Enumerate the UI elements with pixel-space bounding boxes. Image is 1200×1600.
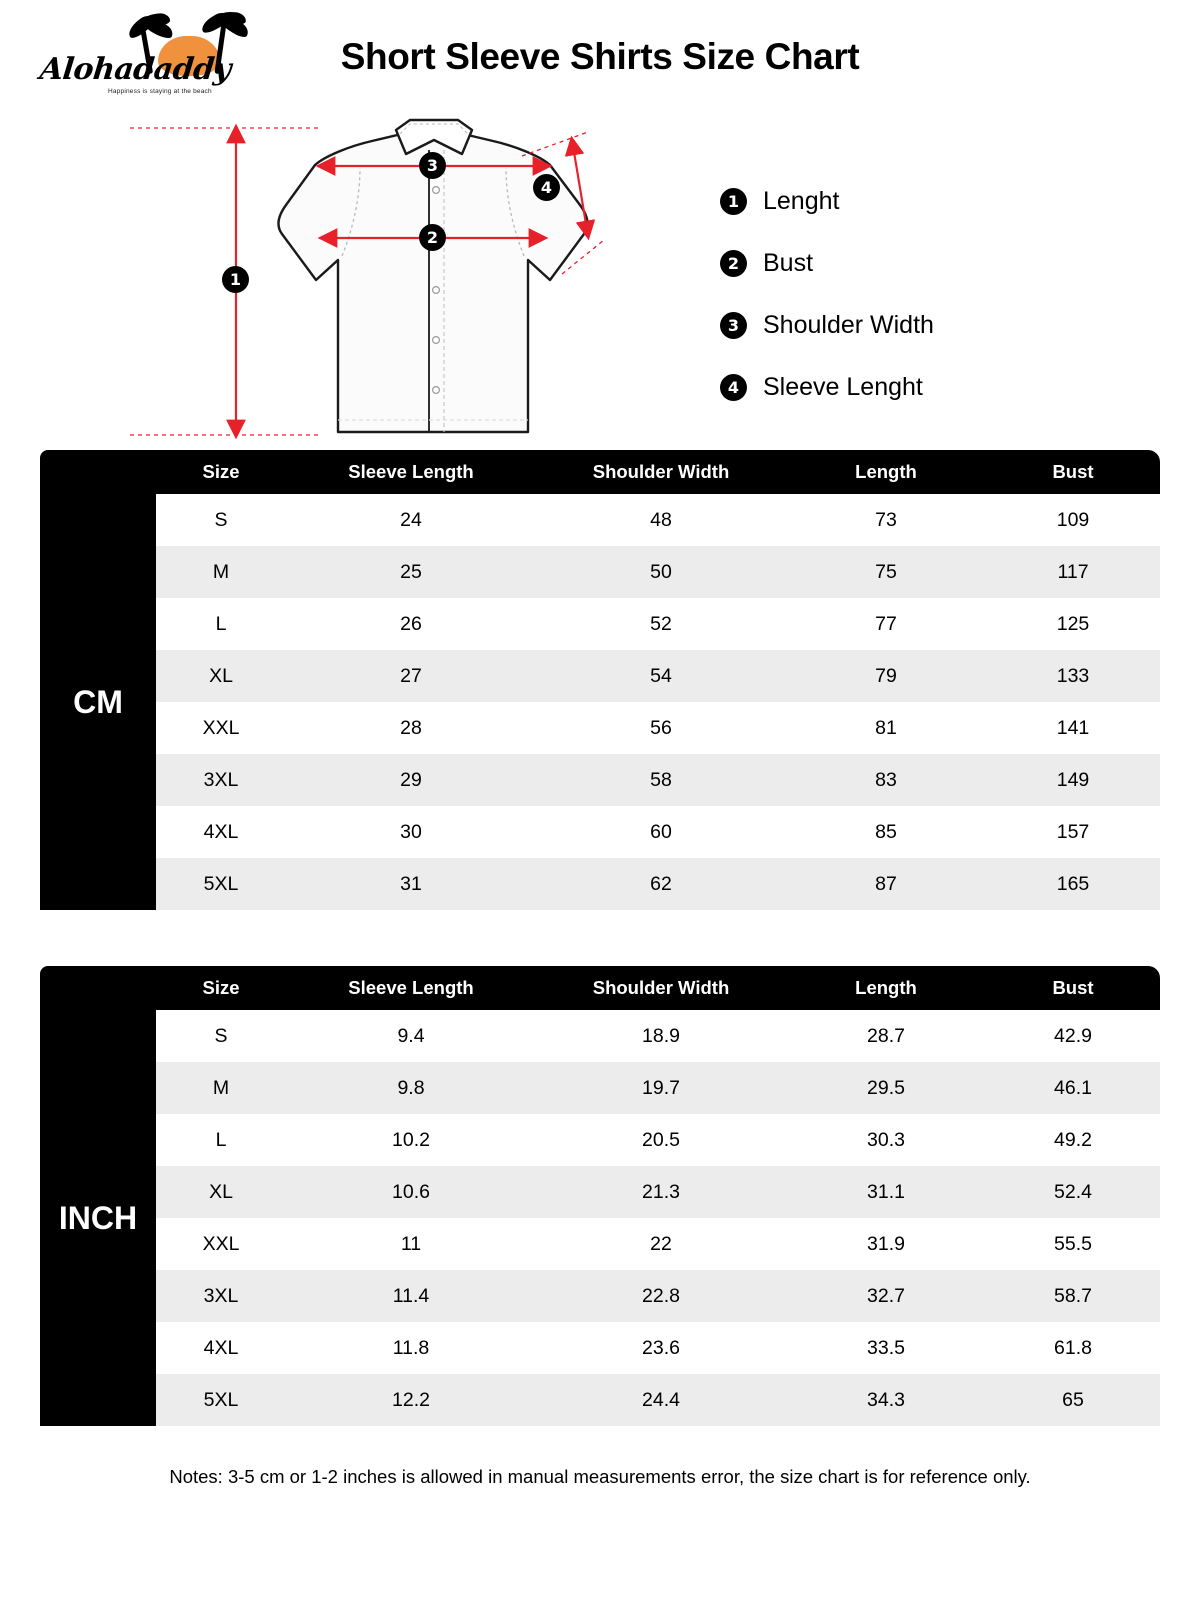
cell-shoulder: 58	[536, 754, 786, 806]
cell-bust: 55.5	[986, 1218, 1160, 1270]
shirt-svg	[110, 110, 630, 450]
cell-size: XXL	[156, 702, 286, 754]
cell-size: M	[156, 546, 286, 598]
cell-length: 34.3	[786, 1374, 986, 1426]
table-unit-header	[40, 450, 156, 494]
table-row	[40, 1114, 1160, 1166]
table-row	[40, 598, 1160, 650]
legend-badge-3: 3	[720, 312, 747, 339]
diagram-badge-1: 1	[222, 266, 249, 293]
cell-shoulder: 23.6	[536, 1322, 786, 1374]
diagram-legend	[720, 170, 934, 418]
diagram-badge-3: 3	[419, 152, 446, 179]
legend-label-4: Sleeve Lenght	[763, 372, 923, 401]
cell-bust: 65	[986, 1374, 1160, 1426]
table-unit-header	[40, 966, 156, 1010]
cell-bust: 58.7	[986, 1270, 1160, 1322]
col-header-shoulder: Shoulder Width	[536, 450, 786, 494]
legend-item-sleeve-length	[720, 356, 934, 418]
cell-length: 85	[786, 806, 986, 858]
cell-length: 33.5	[786, 1322, 986, 1374]
table-row	[40, 1010, 1160, 1062]
legend-item-length	[720, 170, 934, 232]
col-header-size: Size	[156, 450, 286, 494]
cell-sleeve: 11.4	[286, 1270, 536, 1322]
size-table-cm	[40, 450, 1160, 910]
cell-shoulder: 20.5	[536, 1114, 786, 1166]
cell-shoulder: 60	[536, 806, 786, 858]
size-table-cm-block	[40, 450, 1160, 910]
measurement-diagram-area	[0, 110, 1200, 450]
cell-size: 3XL	[156, 1270, 286, 1322]
col-header-size: Size	[156, 966, 286, 1010]
cell-size: S	[156, 494, 286, 546]
cell-length: 28.7	[786, 1010, 986, 1062]
table-row	[40, 1270, 1160, 1322]
page-title: Short Sleeve Shirts Size Chart	[340, 36, 860, 77]
cell-bust: 61.8	[986, 1322, 1160, 1374]
cell-length: 31.9	[786, 1218, 986, 1270]
cell-shoulder: 22	[536, 1218, 786, 1270]
cell-sleeve: 11.8	[286, 1322, 536, 1374]
col-header-sleeve: Sleeve Length	[286, 450, 536, 494]
cell-sleeve: 30	[286, 806, 536, 858]
diagram-badge-2: 2	[419, 224, 446, 251]
cell-size: XL	[156, 1166, 286, 1218]
cell-bust: 157	[986, 806, 1160, 858]
table-row	[40, 702, 1160, 754]
cell-size: XL	[156, 650, 286, 702]
cell-bust: 42.9	[986, 1010, 1160, 1062]
size-table-inch	[40, 966, 1160, 1426]
cell-shoulder: 54	[536, 650, 786, 702]
table-header-row	[40, 450, 1160, 494]
table-spacer	[0, 910, 1200, 966]
cell-length: 29.5	[786, 1062, 986, 1114]
cell-shoulder: 52	[536, 598, 786, 650]
cell-sleeve: 29	[286, 754, 536, 806]
cell-size: L	[156, 598, 286, 650]
cell-length: 30.3	[786, 1114, 986, 1166]
legend-badge-4: 4	[720, 374, 747, 401]
table-row	[40, 754, 1160, 806]
cell-sleeve: 31	[286, 858, 536, 910]
cell-size: XXL	[156, 1218, 286, 1270]
cell-sleeve: 28	[286, 702, 536, 754]
table-header-row	[40, 966, 1160, 1010]
legend-label-1: Lenght	[763, 186, 840, 215]
cell-sleeve: 11	[286, 1218, 536, 1270]
cell-bust: 49.2	[986, 1114, 1160, 1166]
cell-length: 83	[786, 754, 986, 806]
legend-item-shoulder-width	[720, 294, 934, 356]
col-header-sleeve: Sleeve Length	[286, 966, 536, 1010]
cell-length: 31.1	[786, 1166, 986, 1218]
cell-size: 4XL	[156, 806, 286, 858]
cell-bust: 141	[986, 702, 1160, 754]
col-header-length: Length	[786, 966, 986, 1010]
cell-shoulder: 21.3	[536, 1166, 786, 1218]
cell-shoulder: 24.4	[536, 1374, 786, 1426]
cell-size: M	[156, 1062, 286, 1114]
cell-sleeve: 10.2	[286, 1114, 536, 1166]
cell-sleeve: 9.4	[286, 1010, 536, 1062]
legend-badge-2: 2	[720, 250, 747, 277]
diagram-badge-4: 4	[533, 174, 560, 201]
cell-length: 77	[786, 598, 986, 650]
cell-length: 87	[786, 858, 986, 910]
brand-tagline: Happiness is staying at the beach	[108, 88, 212, 95]
cell-length: 75	[786, 546, 986, 598]
brand-name: Alohadaddy	[38, 52, 233, 87]
cell-bust: 117	[986, 546, 1160, 598]
table-row	[40, 858, 1160, 910]
table-row	[40, 546, 1160, 598]
cell-sleeve: 25	[286, 546, 536, 598]
col-header-bust: Bust	[986, 966, 1160, 1010]
cell-shoulder: 18.9	[536, 1010, 786, 1062]
size-table-inch-block	[40, 966, 1160, 1426]
cell-sleeve: 24	[286, 494, 536, 546]
cell-length: 32.7	[786, 1270, 986, 1322]
legend-badge-1: 1	[720, 188, 747, 215]
cell-size: 5XL	[156, 858, 286, 910]
cell-bust: 109	[986, 494, 1160, 546]
cell-bust: 46.1	[986, 1062, 1160, 1114]
cell-size: 5XL	[156, 1374, 286, 1426]
unit-label-inch: INCH	[40, 1010, 156, 1426]
cell-sleeve: 10.6	[286, 1166, 536, 1218]
cell-length: 73	[786, 494, 986, 546]
cell-sleeve: 26	[286, 598, 536, 650]
cell-bust: 133	[986, 650, 1160, 702]
legend-label-3: Shoulder Width	[763, 310, 934, 339]
table-row	[40, 1322, 1160, 1374]
table-row	[40, 650, 1160, 702]
cell-shoulder: 19.7	[536, 1062, 786, 1114]
cell-shoulder: 22.8	[536, 1270, 786, 1322]
table-row	[40, 494, 1160, 546]
col-header-length: Length	[786, 450, 986, 494]
cell-sleeve: 27	[286, 650, 536, 702]
legend-label-2: Bust	[763, 248, 814, 277]
col-header-bust: Bust	[986, 450, 1160, 494]
page-header	[0, 0, 1200, 110]
legend-item-bust	[720, 232, 934, 294]
cell-shoulder: 48	[536, 494, 786, 546]
table-row	[40, 806, 1160, 858]
shirt-illustration	[110, 110, 630, 450]
cell-sleeve: 12.2	[286, 1374, 536, 1426]
cell-bust: 125	[986, 598, 1160, 650]
table-row	[40, 1218, 1160, 1270]
cell-size: 3XL	[156, 754, 286, 806]
cell-sleeve: 9.8	[286, 1062, 536, 1114]
cell-shoulder: 50	[536, 546, 786, 598]
cell-size: L	[156, 1114, 286, 1166]
col-header-shoulder: Shoulder Width	[536, 966, 786, 1010]
unit-label-cm: CM	[40, 494, 156, 910]
notes-text: Notes: 3-5 cm or 1-2 inches is allowed in manual measurements error, the size chart is for reference only.	[169, 1466, 1031, 1487]
cell-length: 81	[786, 702, 986, 754]
cell-shoulder: 56	[536, 702, 786, 754]
table-row	[40, 1374, 1160, 1426]
cell-bust: 149	[986, 754, 1160, 806]
cell-size: S	[156, 1010, 286, 1062]
cell-length: 79	[786, 650, 986, 702]
cell-size: 4XL	[156, 1322, 286, 1374]
cell-shoulder: 62	[536, 858, 786, 910]
table-row	[40, 1062, 1160, 1114]
cell-bust: 52.4	[986, 1166, 1160, 1218]
table-row	[40, 1166, 1160, 1218]
cell-bust: 165	[986, 858, 1160, 910]
